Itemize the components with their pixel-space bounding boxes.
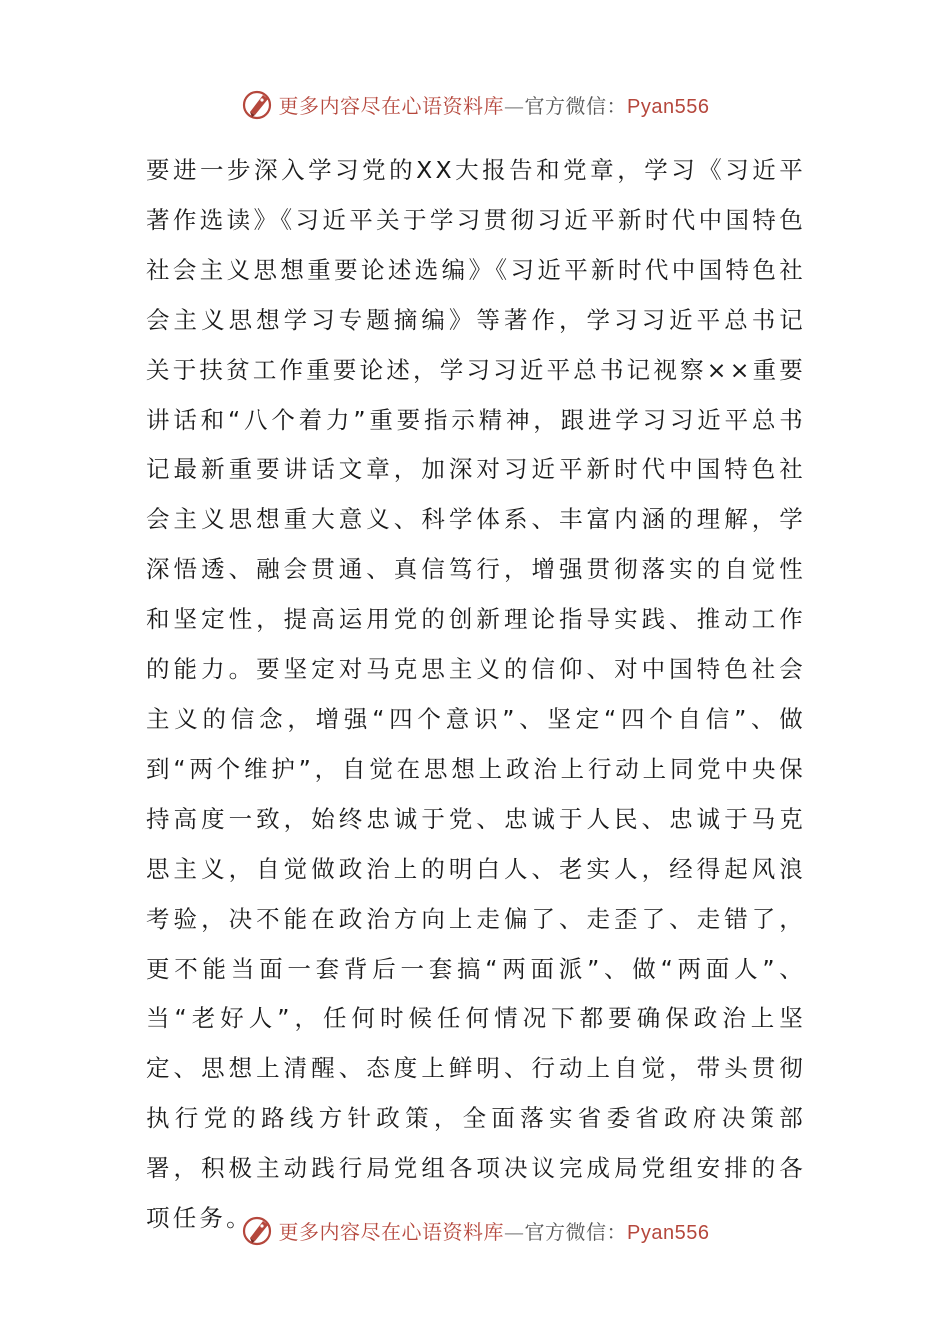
header-banner-text	[279, 90, 710, 119]
header-dash: —	[504, 93, 525, 118]
footer-banner-text	[279, 1216, 710, 1245]
footer-official-label: 官方微信：	[524, 1219, 628, 1244]
pen-nib-logo-icon	[241, 1213, 275, 1247]
header-official-label: 官方微信：	[524, 93, 628, 118]
header-banner	[0, 82, 950, 126]
footer-wechat-id: Pyan556	[627, 1221, 710, 1244]
header-site-text: 更多内容尽在心语资料库	[278, 93, 505, 118]
footer-banner	[0, 1208, 950, 1252]
header-wechat-id: Pyan556	[627, 95, 710, 118]
footer-dash: —	[504, 1219, 525, 1244]
pen-nib-logo-icon	[241, 87, 275, 121]
body-paragraph: 要进一步深入学习党的XX大报告和党章，学习《习近平著作选读》《习近平关于学习贯彻习近平新时代中国特色社会主义思想重要论述选编》《习近平新时代中国特色社会主义思想学习专题摘编》等著作，学习习近平总书记关于扶贫工作重要论述，学习习近平总书记视察××重要讲话和“八个着力”重要指示精神，跟进学习习近平总书记最新重要讲话文章，加深对习近平新时代中国特色社会主义思想重大意义、科学体系、丰富内涵的理解，学深悟透、融会贯通、真信笃行，增强贯彻落实的自觉性和坚定性，提高运用党的创新理论指导实践、推动工作的能力。要坚定对马克思主义的信仰、对中国特色社会主义的信念，增强“四个意识”、坚定“四个自信”、做到“两个维护”，自觉在思想上政治上行动上同党中央保持高度一致，始终忠诚于党、忠诚于人民、忠诚于马克思主义，自觉做政治上的明白人、老实人，经得起风浪考验，决不能在政治方向上走偏了、走歪了、走错了，更不能当面一套背后一套搞“两面派”、做“两面人”、当“老好人”，任何时候任何情况下都要确保政治上坚定、思想上清醒、态度上鲜明、行动上自觉，带头贯彻执行党的路线方针政策，全面落实省委省政府决策部署，积极主动践行局党组各项决议完成局党组安排的各项任务。	[146, 156, 806, 1233]
footer-site-text: 更多内容尽在心语资料库	[278, 1219, 505, 1244]
document-body	[146, 146, 806, 1244]
